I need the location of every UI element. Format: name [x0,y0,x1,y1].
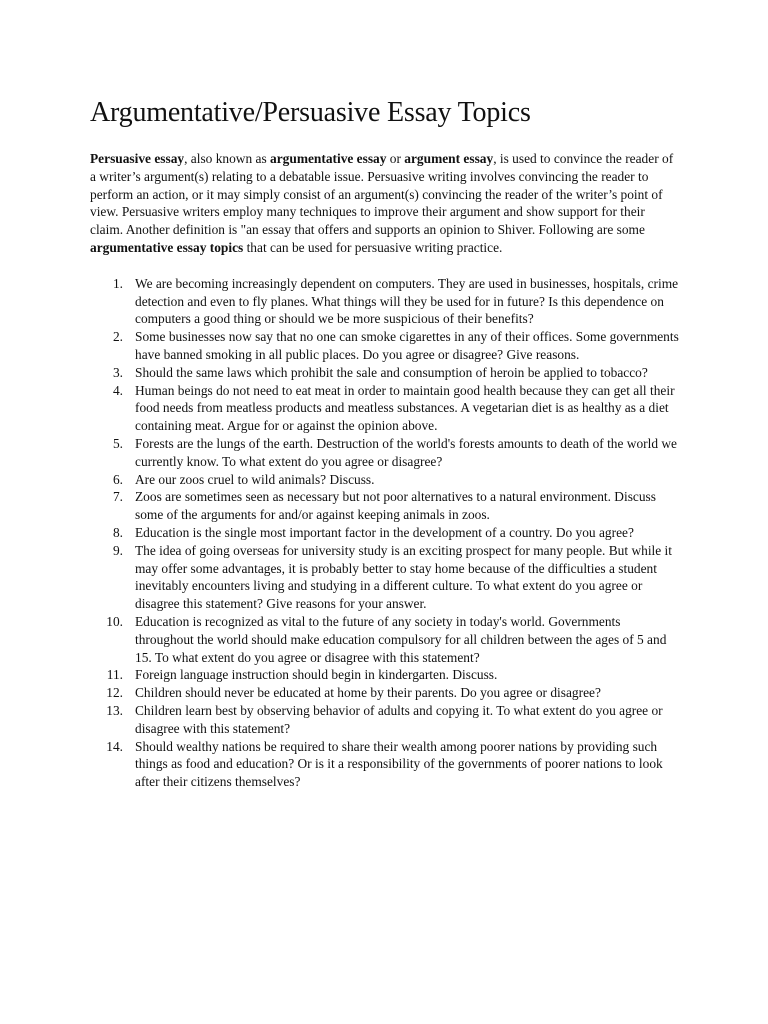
topic-text: Some businesses now say that no one can smoke cigarettes in any of their offices. Some governments have banned smoking in all public places. Do you agree or disagree? Give reasons. [135,329,679,362]
topic-number: 8. [112,524,123,540]
intro-term-argumentative-essay: argumentative essay [270,151,387,166]
topic-number: 1. [112,275,123,291]
intro-text: that can be used for persuasive writing practice. [243,239,503,255]
topic-number: 4. [112,382,123,398]
topic-item [90,435,680,471]
topic-number: 9. [112,542,123,558]
topic-item [90,471,680,489]
topic-item [90,702,680,738]
topic-item [90,684,680,702]
topics-list [90,275,680,791]
topic-item [90,542,680,613]
topic-item [90,328,680,364]
topic-text: Are our zoos cruel to wild animals? Discuss. [135,471,375,487]
topic-number: 12. [106,685,123,701]
topic-item [90,738,680,791]
topic-number: 5. [112,435,123,451]
topic-item [90,524,680,542]
topic-number: 6. [112,471,123,487]
intro-paragraph [90,150,680,257]
topic-text: Human beings do not need to eat meat in order to maintain good health because they can get all their food needs from meatless products and meatless substances. A vegetarian diet is as healthy as a diet containing meat. Argue for or against the opinion above. [135,382,675,434]
intro-term-persuasive-essay: Persuasive essay [90,151,185,166]
topic-text: Education is recognized as vital to the future of any society in today's world. Governments throughout the world should make education compulsory for all children between the ages of 5 and 15. To what extent do you agree or disagree with this statement? [135,613,667,665]
intro-text: , also known as [184,151,271,166]
topic-text: Children learn best by observing behavior of adults and copying it. To what extent do you agree or disagree with this statement? [135,702,663,736]
topic-number: 14. [106,738,123,754]
topic-number: 10. [106,613,123,629]
topic-text: Should the same laws which prohibit the sale and consumption of heroin be applied to tobacco? [135,364,648,380]
topic-text: Foreign language instruction should begin in kindergarten. Discuss. [135,667,498,683]
topic-number: 2. [112,329,123,345]
page-title: Argumentative/Persuasive Essay Topics [90,97,531,128]
topic-number: 7. [112,489,123,505]
document-page [90,96,680,791]
topic-text: The idea of going overseas for university study is an exciting prospect for many people. But while it may offer some advantages, it is probably better to stay home because of the difficulties a student inevitably encounters living and studying in a different culture. To what extent do you agree or disagree this statement? Give reasons for your answer. [135,542,672,612]
topic-text: Forests are the lungs of the earth. Destruction of the world's forests amounts to death of the world we currently know. To what extent do you agree or disagree? [135,435,678,469]
topic-number: 13. [106,702,123,718]
intro-text: , is used to convince the reader of a writer’s argument(s) relating to a debatable issue. Persuasive writing involves convincing the reader to perform an action, or it may simply consist of an argument(s) convincing the reader of the writer’s point of view. Persuasive writers employ many techniques to improve their argument and show support for their claim. Another definition is "an essay that offers and supports an opinion to Shiver. Following are some [90,151,674,238]
topic-item [90,364,680,382]
topic-text: Zoos are sometimes seen as necessary but not poor alternatives to a natural environment. Discuss some of the arguments for and/or against keeping animals in zoos. [135,489,656,523]
topic-number: 11. [106,667,123,683]
intro-text: or [386,151,405,166]
topic-item [90,382,680,435]
intro-term-argument-essay: argument essay [404,151,494,166]
topic-item [90,666,680,684]
topic-text: Children should never be educated at home by their parents. Do you agree or disagree? [135,685,601,701]
topic-number: 3. [112,364,123,380]
topic-text: Education is the single most important factor in the development of a country. Do you agree? [135,524,634,540]
topic-text: We are becoming increasingly dependent on computers. They are used in businesses, hospitals, crime detection and even to fly planes. What things will they be used for in future? Is this dependence on computers a good thing or should we be more suspicious of their benefits? [135,275,679,327]
topic-item [90,613,680,666]
topic-item [90,275,680,328]
topic-text: Should wealthy nations be required to share their wealth among poorer nations by providing such things as food and education? Or is it a responsibility of the governments of poorer nations to look after their citizens themselves? [135,738,663,790]
intro-term-argumentative-essay-topics: argumentative essay topics [90,239,244,255]
topic-item [90,488,680,524]
